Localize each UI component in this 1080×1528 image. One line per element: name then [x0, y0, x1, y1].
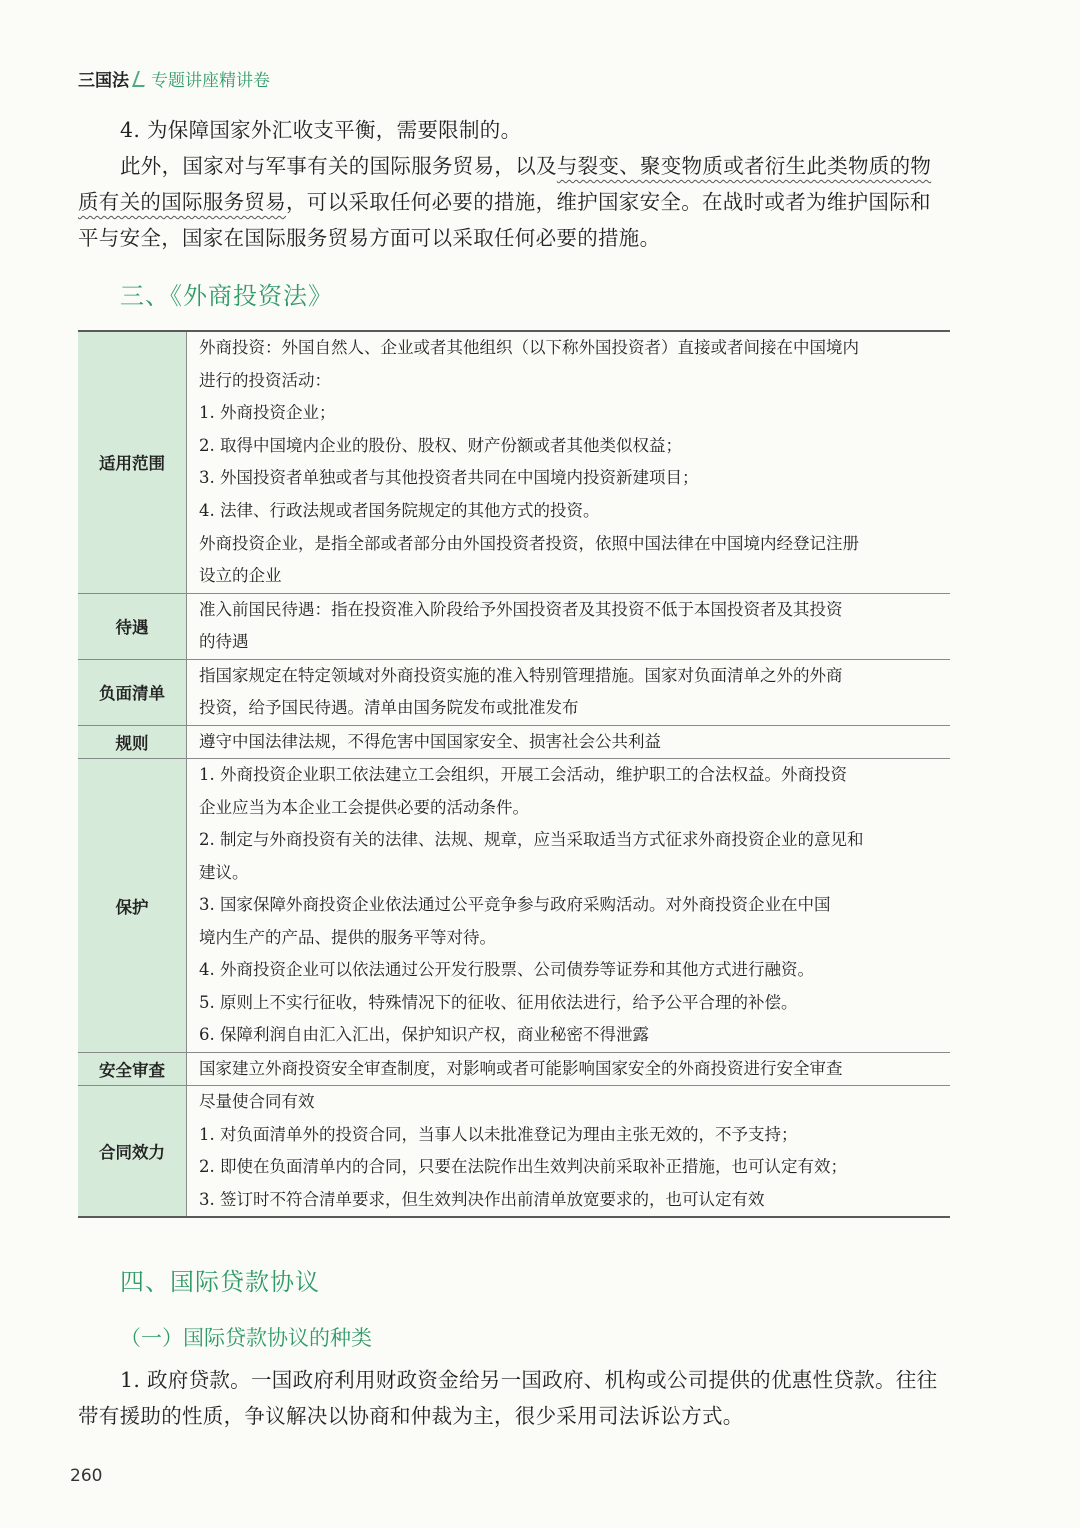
section-4-paragraph: 1. 政府贷款。一国政府利用财政资金给另一国政府、机构或公司提供的优惠性贷款。往往带有援助的性质，争议解决以协商和仲裁为主，很少采用司法诉讼方式。	[78, 1368, 938, 1428]
row-line: 企业应当为本企业工会提供必要的活动条件。	[199, 797, 529, 817]
row-line: 投资，给予国民待遇。清单由国务院发布或批准发布	[199, 698, 579, 718]
intro-text-a: 此外，国家对与军事有关的国际服务贸易，以及	[120, 154, 557, 178]
row-line: 6. 保障利润自由汇入汇出，保护知识产权，商业秘密不得泄露	[199, 1025, 649, 1045]
intro-text-c: ，可以采取任何必要的措施，维护国家安全。在战时或者为维护国际和平与安全，国家在国际服务贸易方面可以采取任何必要的措施。	[78, 190, 931, 250]
row-line: 3. 外国投资者单独或者与其他投资者共同在中国境内投资新建项目；	[199, 468, 699, 488]
section-4-heading: 四、国际贷款协议	[120, 1268, 320, 1296]
row-content	[187, 659, 951, 725]
row-line: 4. 法律、行政法规或者国务院规定的其他方式的投资。	[199, 500, 600, 520]
running-header	[78, 66, 270, 91]
header-divider	[132, 71, 150, 87]
page-number: 260	[70, 1466, 103, 1486]
table-row	[78, 331, 950, 593]
row-key: 安全审查	[78, 1052, 187, 1086]
row-content	[187, 331, 951, 593]
series-title: 专题讲座精讲卷	[151, 71, 270, 91]
row-content	[187, 1052, 951, 1086]
row-line: 4. 外商投资企业可以依法通过公开发行股票、公司债券等证券和其他方式进行融资。	[199, 960, 814, 980]
row-line: 遵守中国法律法规，不得危害中国国家安全、损害社会公共利益	[199, 731, 661, 751]
row-line: 进行的投资活动：	[199, 370, 331, 390]
row-line: 准入前国民待遇：指在投资准入阶段给予外国投资者及其投资不低于本国投资者及其投资	[199, 599, 843, 619]
book-title: 三国法	[78, 71, 129, 91]
intro-emphasis: 与裂变、聚变物质或者衍生此类物质的物质有关的国际服务贸易	[78, 154, 932, 214]
table-row	[78, 725, 950, 759]
row-line: 5. 原则上不实行征收，特殊情况下的征收、征用依法进行，给予公平合理的补偿。	[199, 992, 798, 1012]
row-key: 适用范围	[78, 331, 187, 593]
row-key: 合同效力	[78, 1086, 187, 1218]
row-content	[187, 1086, 951, 1218]
row-line: 境内生产的产品、提供的服务平等对待。	[199, 927, 496, 947]
row-content	[187, 725, 951, 759]
section-4-subheading: （一）国际贷款协议的种类	[120, 1326, 372, 1350]
row-key: 规则	[78, 725, 187, 759]
intro-paragraph	[78, 148, 950, 256]
row-line: 指国家规定在特定领域对外商投资实施的准入特别管理措施。国家对负面清单之外的外商	[199, 665, 843, 685]
row-line: 外商投资企业，是指全部或者部分由外国投资者投资，依照中国法律在中国境内经登记注册	[199, 533, 859, 553]
row-key: 待遇	[78, 593, 187, 659]
row-line: 1. 外商投资企业职工依法建立工会组织，开展工会活动，维护职工的合法权益。外商投资	[199, 765, 847, 785]
table-row	[78, 759, 950, 1053]
row-line: 尽量使合同有效	[199, 1092, 315, 1112]
row-line: 1. 对负面清单外的投资合同，当事人以未批准登记为理由主张无效的，不予支持；	[199, 1124, 798, 1144]
table-row	[78, 1086, 950, 1218]
row-line: 3. 国家保障外商投资企业依法通过公平竞争参与政府采购活动。对外商投资企业在中国	[199, 895, 831, 915]
section-3-heading: 三、《外商投资法》	[120, 282, 333, 310]
row-line: 外商投资：外国自然人、企业或者其他组织（以下称外国投资者）直接或者间接在中国境内	[199, 338, 859, 357]
row-line: 的待遇	[199, 632, 249, 652]
row-line: 2. 取得中国境内企业的股份、股权、财产份额或者其他类似权益；	[199, 435, 682, 455]
table-row	[78, 659, 950, 725]
row-content	[187, 759, 951, 1053]
intro-item-4: 4. 为保障国家外汇收支平衡，需要限制的。	[120, 118, 522, 142]
row-line: 国家建立外商投资安全审查制度，对影响或者可能影响国家安全的外商投资进行安全审查	[199, 1058, 843, 1078]
table-row	[78, 1052, 950, 1086]
row-content	[187, 593, 951, 659]
row-key: 保护	[78, 759, 187, 1053]
row-line: 1. 外商投资企业；	[199, 403, 336, 423]
row-line: 2. 制定与外商投资有关的法律、法规、规章，应当采取适当方式征求外商投资企业的意见和	[199, 830, 864, 850]
row-line: 2. 即使在负面清单内的合同，只要在法院作出生效判决前采取补正措施，也可认定有效；	[199, 1157, 847, 1177]
row-line: 建议。	[199, 862, 249, 882]
foreign-investment-law-table	[78, 330, 950, 1218]
row-line: 设立的企业	[199, 566, 282, 586]
row-key: 负面清单	[78, 659, 187, 725]
table-row	[78, 593, 950, 659]
row-line: 3. 签订时不符合清单要求，但生效判决作出前清单放宽要求的，也可认定有效	[199, 1189, 765, 1209]
